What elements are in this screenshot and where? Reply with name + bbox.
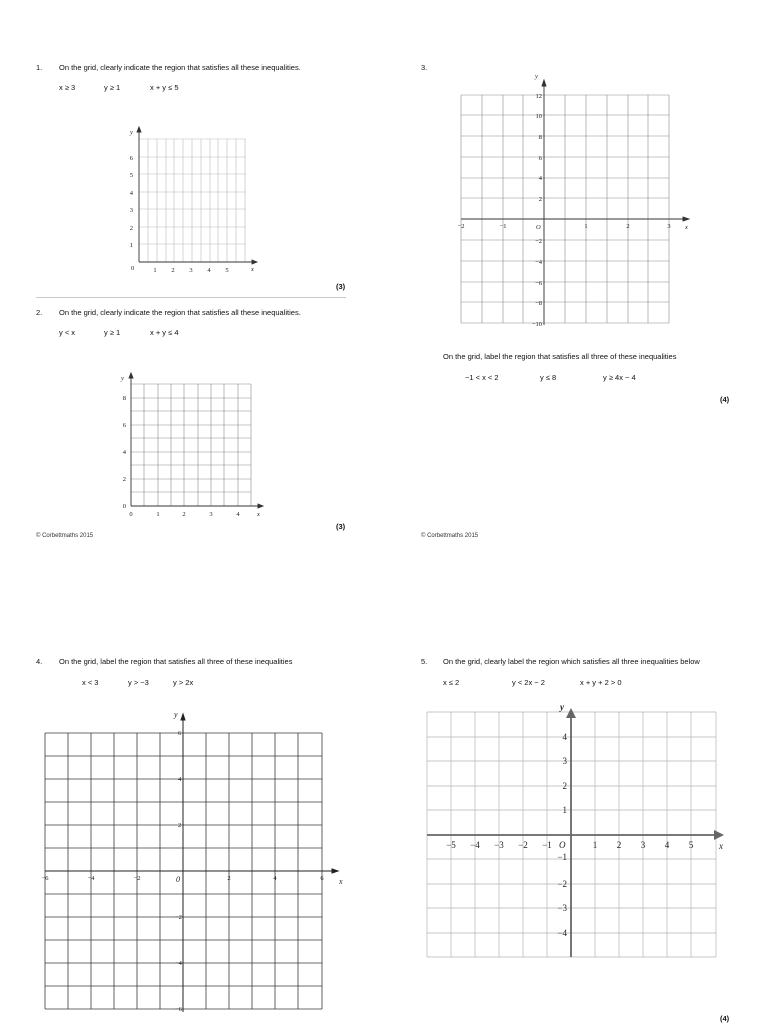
- q3-x-tick: 1: [584, 223, 588, 230]
- q4-x-tick: 2: [227, 875, 231, 882]
- q2-y-tick: 8: [122, 395, 126, 402]
- q5-x-axis-label: x: [719, 841, 723, 851]
- q3-y-tick: 4: [538, 175, 542, 182]
- q4-inequality-3: y > 2x: [173, 678, 194, 687]
- q4-y-tick: 4: [178, 776, 182, 783]
- q5-x-tick: −1: [542, 840, 552, 850]
- q2-x-tick: 0: [129, 511, 133, 518]
- q1-x-tick: 2: [171, 267, 175, 274]
- q3-y-tick: −8: [535, 300, 542, 307]
- q5-x-tick: 2: [616, 840, 622, 850]
- q5-inequality-1: x ≤ 2: [443, 678, 460, 687]
- q3-x-tick: 3: [667, 223, 671, 230]
- q5-x-tick: −2: [518, 840, 528, 850]
- q5-x-tick: 1: [592, 840, 598, 850]
- q3-y-tick: 6: [538, 155, 542, 162]
- q5-graph[interactable]: [400, 695, 768, 965]
- footer-copyright-right: © Corbettmaths 2015: [421, 533, 479, 539]
- q4-x-tick: −6: [41, 875, 49, 882]
- q2-x-tick: 3: [209, 511, 213, 518]
- q4-inequality-1: x < 3: [82, 678, 99, 687]
- q5-y-axis-label: y: [560, 702, 564, 712]
- q2-x-axis-label: x: [257, 511, 260, 518]
- q1-marks: (3): [336, 282, 346, 291]
- q1-inequality-2: y ≥ 1: [104, 83, 121, 92]
- q5-x-tick: −5: [446, 840, 456, 850]
- q4-x-tick: −2: [133, 875, 141, 882]
- q3-x-tick: 2: [626, 223, 630, 230]
- q3-graph[interactable]: [400, 60, 768, 340]
- q3-origin-label: O: [536, 224, 541, 231]
- q1-y-tick: 6: [129, 155, 133, 162]
- q1-number: 1.: [36, 63, 43, 72]
- q2-marks: (3): [336, 522, 346, 531]
- q1-inequality-3: x + y ≤ 5: [150, 83, 179, 92]
- q1-x-axis-label: x: [251, 266, 254, 273]
- q5-marks: (4): [720, 1014, 730, 1023]
- q3-x-tick: −1: [499, 223, 507, 230]
- q4-y-tick: 6: [178, 730, 182, 737]
- q1-y-axis-label: y: [130, 129, 133, 136]
- q2-inequality-1: y < x: [59, 328, 76, 337]
- q3-y-tick: 2: [538, 196, 542, 203]
- q4-number: 4.: [36, 657, 43, 666]
- q5-x-tick: 3: [640, 840, 646, 850]
- q2-y-tick: 0: [122, 503, 126, 510]
- q5-y-tick: −2: [557, 879, 567, 889]
- q4-x-axis-label: x: [339, 877, 343, 886]
- q4-origin-label: 0: [176, 875, 180, 884]
- q2-y-tick: 4: [122, 449, 126, 456]
- q3-instruction: On the grid, label the region that satisfies all three of these inequalities: [443, 352, 677, 361]
- q2-number: 2.: [36, 308, 43, 317]
- q5-y-tick: −1: [557, 852, 567, 862]
- q5-x-tick: −3: [494, 840, 504, 850]
- q4-graph[interactable]: [0, 700, 400, 1024]
- q3-y-tick: −2: [535, 238, 542, 245]
- q2-y-axis-label: y: [121, 375, 124, 382]
- q2-x-tick: 1: [156, 511, 160, 518]
- q4-y-tick: −6: [175, 1006, 182, 1013]
- q3-number: 3.: [421, 63, 428, 72]
- q5-origin-label: O: [559, 840, 566, 850]
- q1-y-tick: 4: [129, 190, 133, 197]
- q2-y-tick: 6: [122, 422, 126, 429]
- q4-inequality-2: y > −3: [128, 678, 149, 687]
- q5-x-tick: 5: [688, 840, 694, 850]
- q4-x-tick: 4: [273, 875, 277, 882]
- q1-x-tick: 5: [225, 267, 229, 274]
- q1-y-tick: 2: [129, 225, 133, 232]
- q3-inequality-3: y ≥ 4x − 4: [603, 373, 636, 382]
- q2-inequality-3: x + y ≤ 4: [150, 328, 179, 337]
- q3-marks: (4): [720, 395, 730, 404]
- q5-y-tick: 2: [562, 781, 567, 791]
- q2-instruction: On the grid, clearly indicate the region that satisfies all these inequalities.: [59, 308, 301, 317]
- q3-y-tick: 8: [538, 134, 542, 141]
- q2-inequality-2: y ≥ 1: [104, 328, 121, 337]
- q4-instruction: On the grid, label the region that satisfies all three of these inequalities: [59, 657, 293, 666]
- q3-x-tick: −2: [457, 223, 465, 230]
- q5-y-tick: 3: [562, 756, 567, 766]
- q1-x-tick: 3: [189, 267, 193, 274]
- q1-y-tick: 3: [129, 207, 133, 214]
- q2-y-tick: 2: [122, 476, 126, 483]
- q5-y-tick: 4: [562, 732, 567, 742]
- q2-graph[interactable]: [0, 360, 768, 530]
- q1-inequality-1: x ≥ 3: [59, 83, 76, 92]
- q4-x-tick: 6: [320, 875, 324, 882]
- divider: [36, 297, 346, 298]
- q4-y-tick: 2: [178, 822, 182, 829]
- q2-x-tick: 4: [236, 511, 240, 518]
- q4-y-tick: −2: [175, 914, 182, 921]
- q3-y-tick: −10: [531, 321, 542, 328]
- q5-inequality-3: x + y + 2 > 0: [580, 678, 622, 687]
- q4-y-tick: −4: [175, 960, 182, 967]
- q5-y-tick: −4: [557, 928, 567, 938]
- q1-x-tick: 4: [207, 267, 211, 274]
- q5-x-tick: 4: [664, 840, 670, 850]
- q5-number: 5.: [421, 657, 428, 666]
- q4-y-axis-label: y: [174, 710, 178, 719]
- q3-inequality-2: y ≤ 8: [540, 373, 557, 382]
- q3-y-axis-label: y: [535, 73, 538, 80]
- q3-inequality-1: −1 < x < 2: [465, 373, 499, 382]
- q5-y-tick: 1: [562, 805, 567, 815]
- q3-x-axis-label: x: [685, 224, 688, 231]
- q5-x-tick: −4: [470, 840, 480, 850]
- q5-inequality-2: y < 2x − 2: [512, 678, 545, 687]
- q2-x-tick: 2: [182, 511, 186, 518]
- q3-y-tick: −6: [535, 280, 542, 287]
- q1-y-tick: 1: [129, 242, 133, 249]
- q3-y-tick: 12: [535, 93, 542, 100]
- q3-y-tick: −4: [535, 259, 542, 266]
- q1-origin-label: 0: [131, 265, 135, 272]
- footer-copyright-left: © Corbettmaths 2015: [36, 533, 94, 539]
- q5-y-tick: −3: [557, 903, 567, 913]
- q3-y-tick: 10: [535, 113, 542, 120]
- q1-instruction: On the grid, clearly indicate the region that satisfies all these inequalities.: [59, 63, 301, 72]
- q1-y-tick: 5: [129, 172, 133, 179]
- q1-x-tick: 1: [153, 267, 157, 274]
- q5-instruction: On the grid, clearly label the region which satisfies all three inequalities below: [443, 657, 700, 666]
- q4-x-tick: −4: [87, 875, 95, 882]
